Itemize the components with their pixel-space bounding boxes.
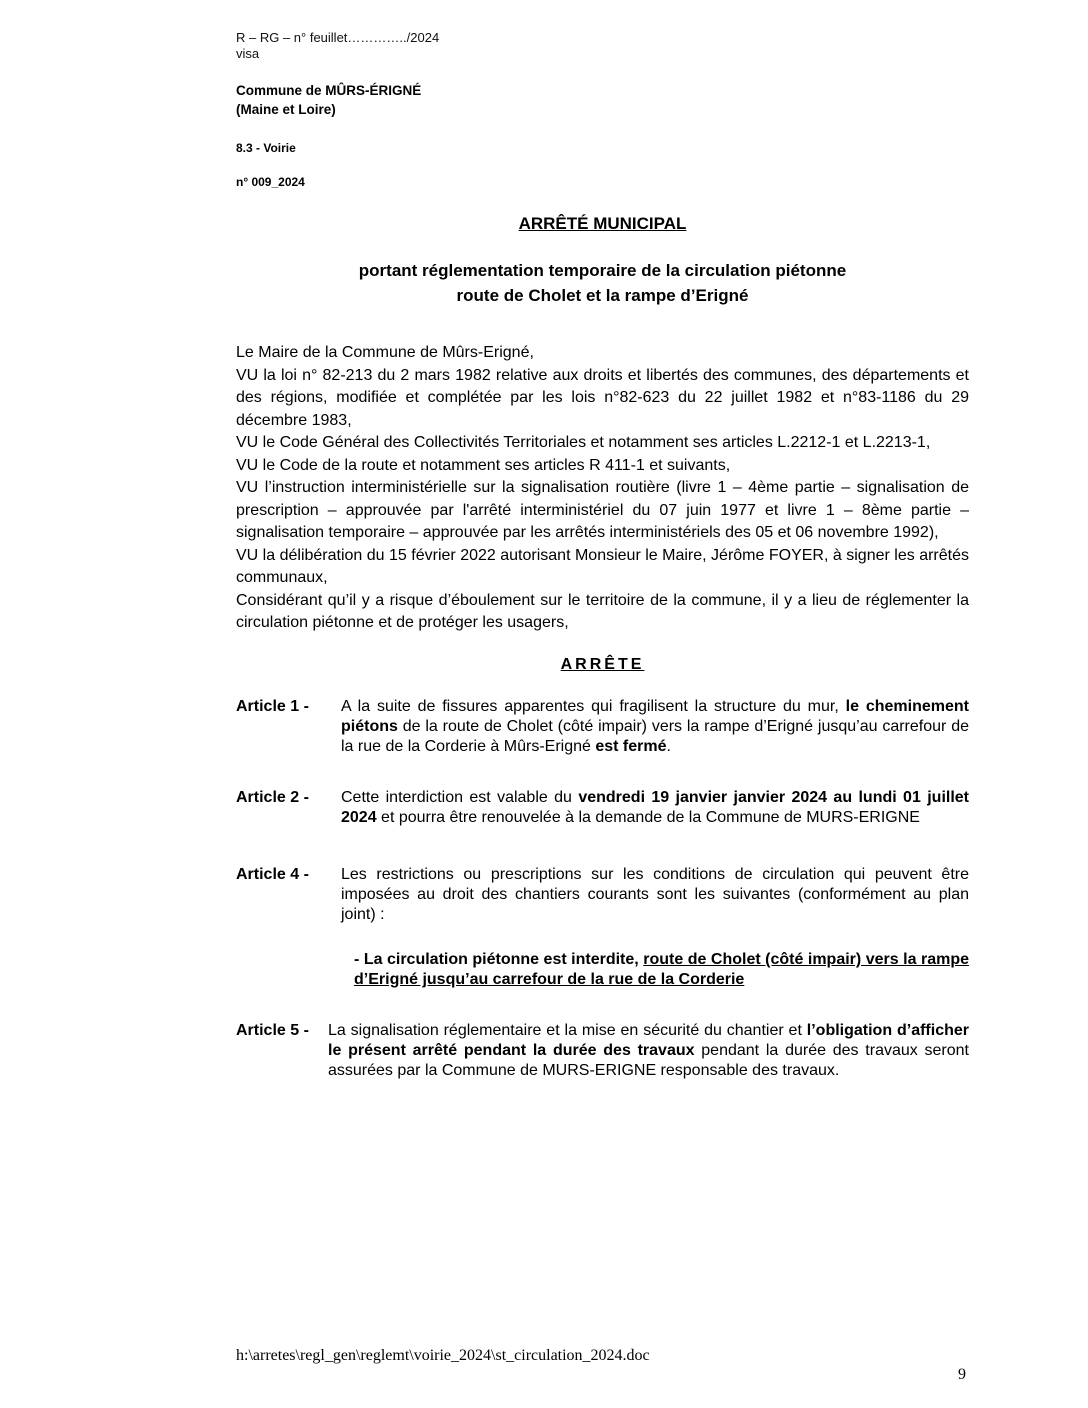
article-text-span: .: [666, 738, 671, 755]
document-title: ARRÊTÉ MUNICIPAL: [518, 214, 687, 233]
preamble-line: Considérant qu’il y a risque d’éboulement sur le territoire de la commune, il y a lieu de réglementer la circulation piétonne et de protéger les usagers,: [236, 591, 969, 631]
article-text-span: La signalisation réglementaire et la mise en sécurité du chantier et: [328, 1022, 807, 1039]
preamble-line: VU le Code Général des Collectivités Territoriales et notamment ses articles L.2212-1 et L.2213-1,: [236, 434, 931, 451]
restriction-prefix: - La circulation piétonne est interdite,: [354, 951, 644, 968]
department-name: (Maine et Loire): [236, 102, 336, 117]
article-5-text: [328, 1021, 969, 1081]
article-text-span: et pourra être renouvelée à la demande de la Commune de MURS-ERIGNE: [376, 809, 920, 826]
article-1-text: [341, 697, 969, 757]
category-label: 8.3 - Voirie: [236, 141, 296, 155]
visa-label: visa: [236, 46, 260, 61]
article-bold-span: vendredi 19 janvier janvier 2024 au lundi 01 juillet 2024: [341, 789, 970, 826]
preamble: [236, 342, 969, 635]
subtitle-line-2: route de Cholet et la rampe d’Erigné: [456, 286, 749, 305]
footer-file-path: h:\arretes\regl_gen\reglemt\voirie_2024\st_circulation_2024.doc: [236, 1347, 650, 1364]
arrete-heading: ARRÊTE: [560, 656, 645, 673]
article-text-span: pendant la durée des travaux seront assurées par la Commune de MURS-ERIGNE responsable des travaux.: [328, 1042, 970, 1079]
article-2-text: [341, 788, 969, 828]
preamble-line: VU la loi n° 82-213 du 2 mars 1982 relative aux droits et libertés des communes, des départements et des régions, modifiée et complétée par les lois n°82-623 du 22 juillet 1982 et n°83-1186 du 29 décembre 1983,: [236, 366, 969, 429]
article-bold-span: l’obligation d’afficher le présent arrêté pendant la durée des travaux: [328, 1022, 969, 1059]
preamble-line: VU l’instruction interministérielle sur la signalisation routière (livre 1 – 4ème partie – signalisation de prescription – approuvée par l'arrêté interministériel du 07 juin 1977 et livre 1 – 8ème partie – signalisation temporaire – approuvée par les arrêtés interministériels des 05 et 06 novembre 1992),: [236, 479, 969, 541]
article-1-label: Article 1 -: [236, 698, 309, 715]
article-text-span: A la suite de fissures apparentes qui fragilisent la structure du mur,: [341, 698, 846, 715]
commune-name: Commune de MÛRS-ÉRIGNÉ: [236, 83, 422, 98]
article-5-label: Article 5 -: [236, 1022, 309, 1039]
preamble-line: VU le Code de la route et notamment ses articles R 411-1 et suivants,: [236, 456, 731, 474]
article-bold-span: est fermé: [595, 738, 667, 755]
page-number: 9: [958, 1366, 966, 1383]
article-text-span: de la route de Cholet (côté impair) vers la rampe d’Erigné jusqu’au carrefour de la rue de la Corderie à Mûrs-Erigné: [341, 718, 969, 755]
article-2-label: Article 2 -: [236, 789, 309, 806]
article-bold-span: le cheminement piétons: [341, 698, 969, 735]
document-subtitle: [236, 258, 969, 308]
preamble-line: Le Maire de la Commune de Mûrs-Erigné,: [236, 344, 534, 361]
article-4-restriction-item: [354, 950, 969, 990]
article-text-span: Cette interdiction est valable du: [341, 789, 579, 806]
preamble-line: VU la délibération du 15 février 2022 autorisant Monsieur le Maire, Jérôme FOYER, à signer les arrêtés communaux,: [236, 546, 969, 586]
reference-line: R – RG – n° feuillet…………../2024: [236, 30, 440, 45]
article-4-label: Article 4 -: [236, 866, 309, 883]
subtitle-line-1: portant réglementation temporaire de la circulation piétonne: [358, 261, 847, 280]
restriction-location: route de Cholet (côté impair) vers la rampe d’Erigné jusqu’au carrefour de la rue de la Corderie: [354, 951, 970, 988]
article-4-text: Les restrictions ou prescriptions sur les conditions de circulation qui peuvent être imposées au droit des chantiers courants sont les suivantes (conformément au plan joint) :: [341, 866, 969, 923]
decree-number: n° 009_2024: [236, 175, 305, 189]
